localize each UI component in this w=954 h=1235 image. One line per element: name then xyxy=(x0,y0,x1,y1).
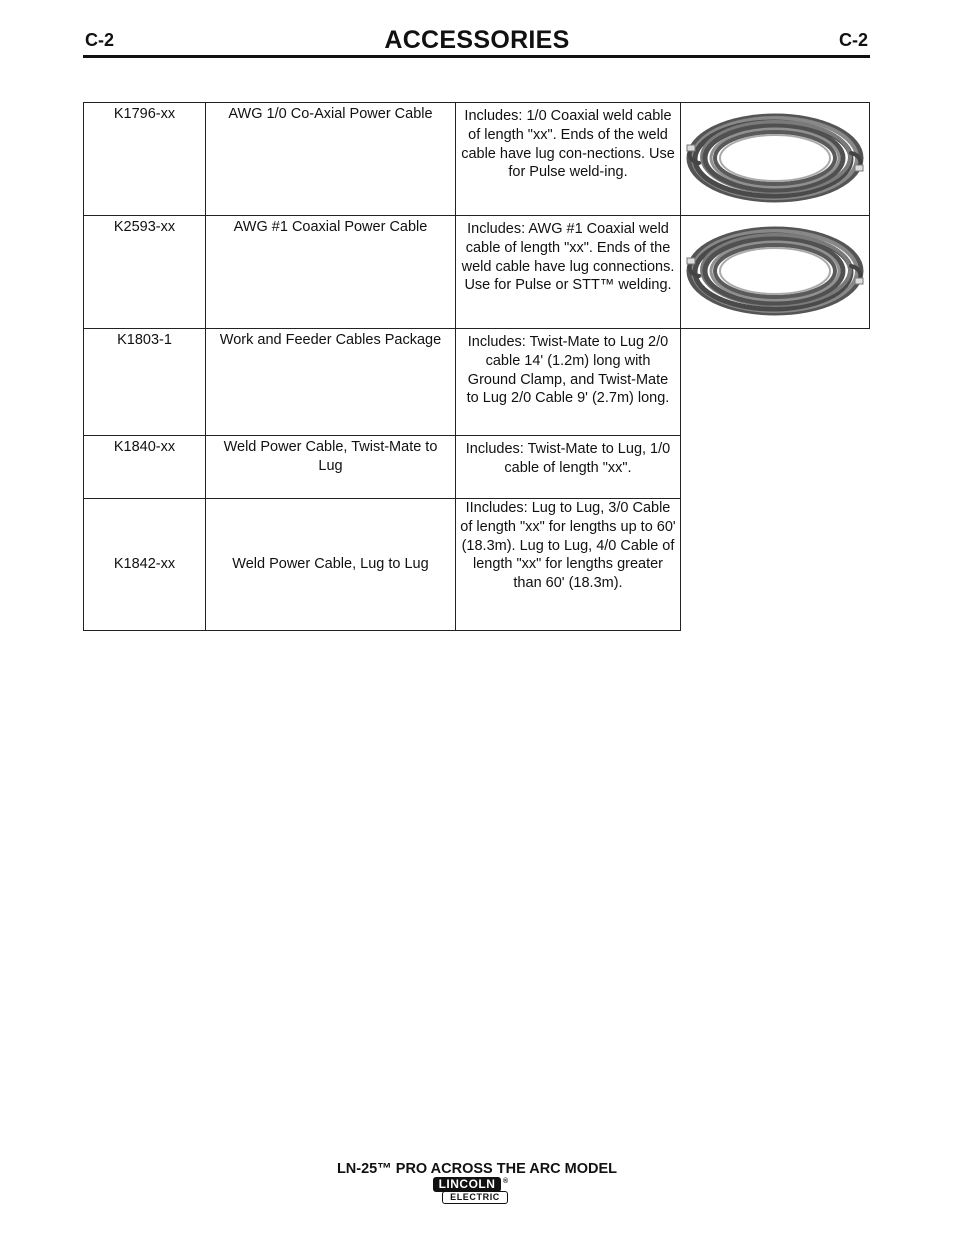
footer-model-name: LN-25™ PRO ACROSS THE ARC MODEL xyxy=(336,1161,618,1177)
coiled-cable-icon xyxy=(681,216,869,328)
table-row-1-code: K1796-xx xyxy=(83,102,206,216)
table-row-5-description: IIncludes: Lug to Lug, 3/0 Cable of length "xx" for lengths up to 60' (18.3m). Lug to Lug, 4/0 Cable of length "xx" for lengths greater than 60' (18.3m). xyxy=(455,498,681,631)
table-row-4-description: Includes: Twist-Mate to Lug, 1/0 cable of length "xx". xyxy=(455,435,681,499)
table-row-5-name: Weld Power Cable, Lug to Lug xyxy=(205,498,456,631)
page-number-left: C-2 xyxy=(85,30,115,50)
coiled-cable-image-1 xyxy=(680,102,870,216)
table-row-1-description: Includes: 1/0 Coaxial weld cable of length "xx". Ends of the weld cable have lug con-nections. Use for Pulse weld-ing. xyxy=(455,102,681,216)
table-row-5-code: K1842-xx xyxy=(83,498,206,631)
logo-bottom-text: ELECTRIC xyxy=(442,1191,508,1204)
table-row-3-name: Work and Feeder Cables Package xyxy=(205,328,456,436)
table-row-4-code: K1840-xx xyxy=(83,435,206,499)
coiled-cable-icon xyxy=(681,103,869,215)
table-row-1-name: AWG 1/0 Co-Axial Power Cable xyxy=(205,102,456,216)
table-row-4-name: Weld Power Cable, Twist-Mate to Lug xyxy=(205,435,456,499)
logo-top-text: LINCOLN xyxy=(433,1177,501,1192)
header-rule xyxy=(83,55,870,58)
table-row-2-code: K2593-xx xyxy=(83,215,206,329)
page-number-right: C-2 xyxy=(838,30,868,50)
table-row-2-name: AWG #1 Coaxial Power Cable xyxy=(205,215,456,329)
lincoln-electric-logo xyxy=(433,1177,513,1207)
table-row-3-code: K1803-1 xyxy=(83,328,206,436)
table-row-3-description: Includes: Twist-Mate to Lug 2/0 cable 14' (1.2m) long with Ground Clamp, and Twist-Mate to Lug 2/0 Cable 9' (2.7m) long. xyxy=(455,328,681,436)
logo-registered-mark: ® xyxy=(503,1178,509,1185)
table-row-2-description: Includes: AWG #1 Coaxial weld cable of length "xx". Ends of the weld cable have lug connections. Use for Pulse or STT™ welding. xyxy=(455,215,681,329)
page-title: ACCESSORIES xyxy=(384,26,570,54)
coiled-cable-image-2 xyxy=(680,215,870,329)
